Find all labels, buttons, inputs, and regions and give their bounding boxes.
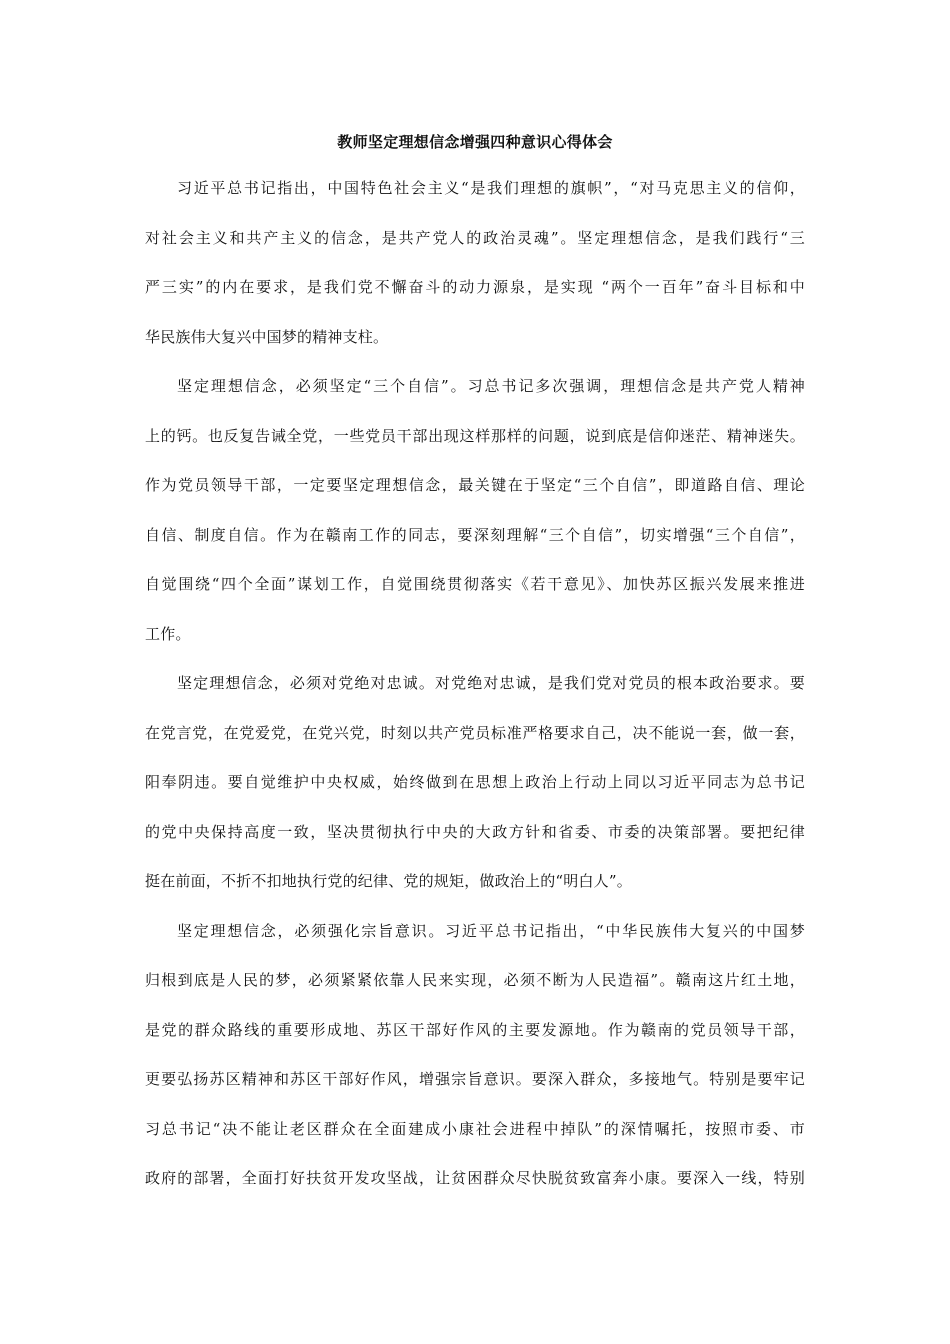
paragraph-line: 华民族伟大复兴中国梦的精神支柱。 (145, 327, 389, 346)
paragraph-line: 严三实”的内在要求，是我们党不懈奋斗的动力源泉，是实现 “两个一百年”奋斗目标和中 (145, 278, 805, 296)
paragraph-line: 对社会主义和共产主义的信念，是共产党人的政治灵魂”。坚定理想信念，是我们践行“三 (145, 228, 805, 247)
paragraph-line: 的党中央保持高度一致，坚决贯彻执行中央的大政方针和省委、市委的决策部署。要把纪律 (145, 822, 805, 841)
document-body (145, 177, 805, 1217)
paragraph-line: 政府的部署，全面打好扶贫开发攻坚战，让贫困群众尽快脱贫致富奔小康。要深入一线，特别 (145, 1169, 805, 1187)
paragraph-line: 自觉围绕“四个全面”谋划工作，自觉围绕贯彻落实《若干意见》、加快苏区振兴发展来推进 (145, 575, 805, 593)
paragraph-line: 上的钙。也反复告诫全党，一些党员干部出现这样那样的问题，说到底是信仰迷茫、精神迷失。 (145, 426, 805, 445)
paragraph-line: 更要弘扬苏区精神和苏区干部好作风，增强宗旨意识。要深入群众，多接地气。特别是要牢记 (145, 1070, 805, 1088)
paragraph-line: 坚定理想信念，必须对党绝对忠诚。对党绝对忠诚，是我们党对党员的根本政治要求。要 (177, 674, 805, 692)
paragraph-line: 自信、制度自信。作为在赣南工作的同志，要深刻理解“三个自信”，切实增强“三个自信”， (145, 525, 805, 544)
paragraph-line: 挺在前面，不折不扣地执行党的纪律、党的规矩，做政治上的“明白人”。 (145, 872, 632, 890)
paragraph-line: 归根到底是人民的梦，必须紧紧依靠人民来实现，必须不断为人民造福”。赣南这片红土地， (145, 971, 805, 989)
paragraph-line: 习总书记“决不能让老区群众在全面建成小康社会进程中掉队”的深情嘱托，按照市委、市 (145, 1119, 805, 1138)
paragraph-line: 是党的群众路线的重要形成地、苏区干部好作风的主要发源地。作为赣南的党员领导干部， (145, 1020, 805, 1039)
paragraph-line: 坚定理想信念，必须坚定“三个自信”。习总书记多次强调，理想信念是共产党人精神 (177, 377, 805, 395)
paragraph-line: 在党言党，在党爱党，在党兴党，时刻以共产党员标准严格要求自己，决不能说一套，做一套， (145, 723, 805, 742)
paragraph-line: 阳奉阴违。要自觉维护中央权威，始终做到在思想上政治上行动上同以习近平同志为总书记 (145, 773, 805, 791)
paragraph-line: 习近平总书记指出，中国特色社会主义“是我们理想的旗帜”，“对马克思主义的信仰， (177, 179, 805, 197)
paragraph-line: 作为党员领导干部，一定要坚定理想信念，最关键在于坚定“三个自信”，即道路自信、理论 (145, 476, 805, 494)
paragraph-line: 工作。 (145, 624, 191, 643)
paragraph-line: 坚定理想信念，必须强化宗旨意识。习近平总书记指出，“中华民族伟大复兴的中国梦 (177, 921, 805, 940)
document-title: 教师坚定理想信念增强四种意识心得体会 (337, 133, 613, 151)
